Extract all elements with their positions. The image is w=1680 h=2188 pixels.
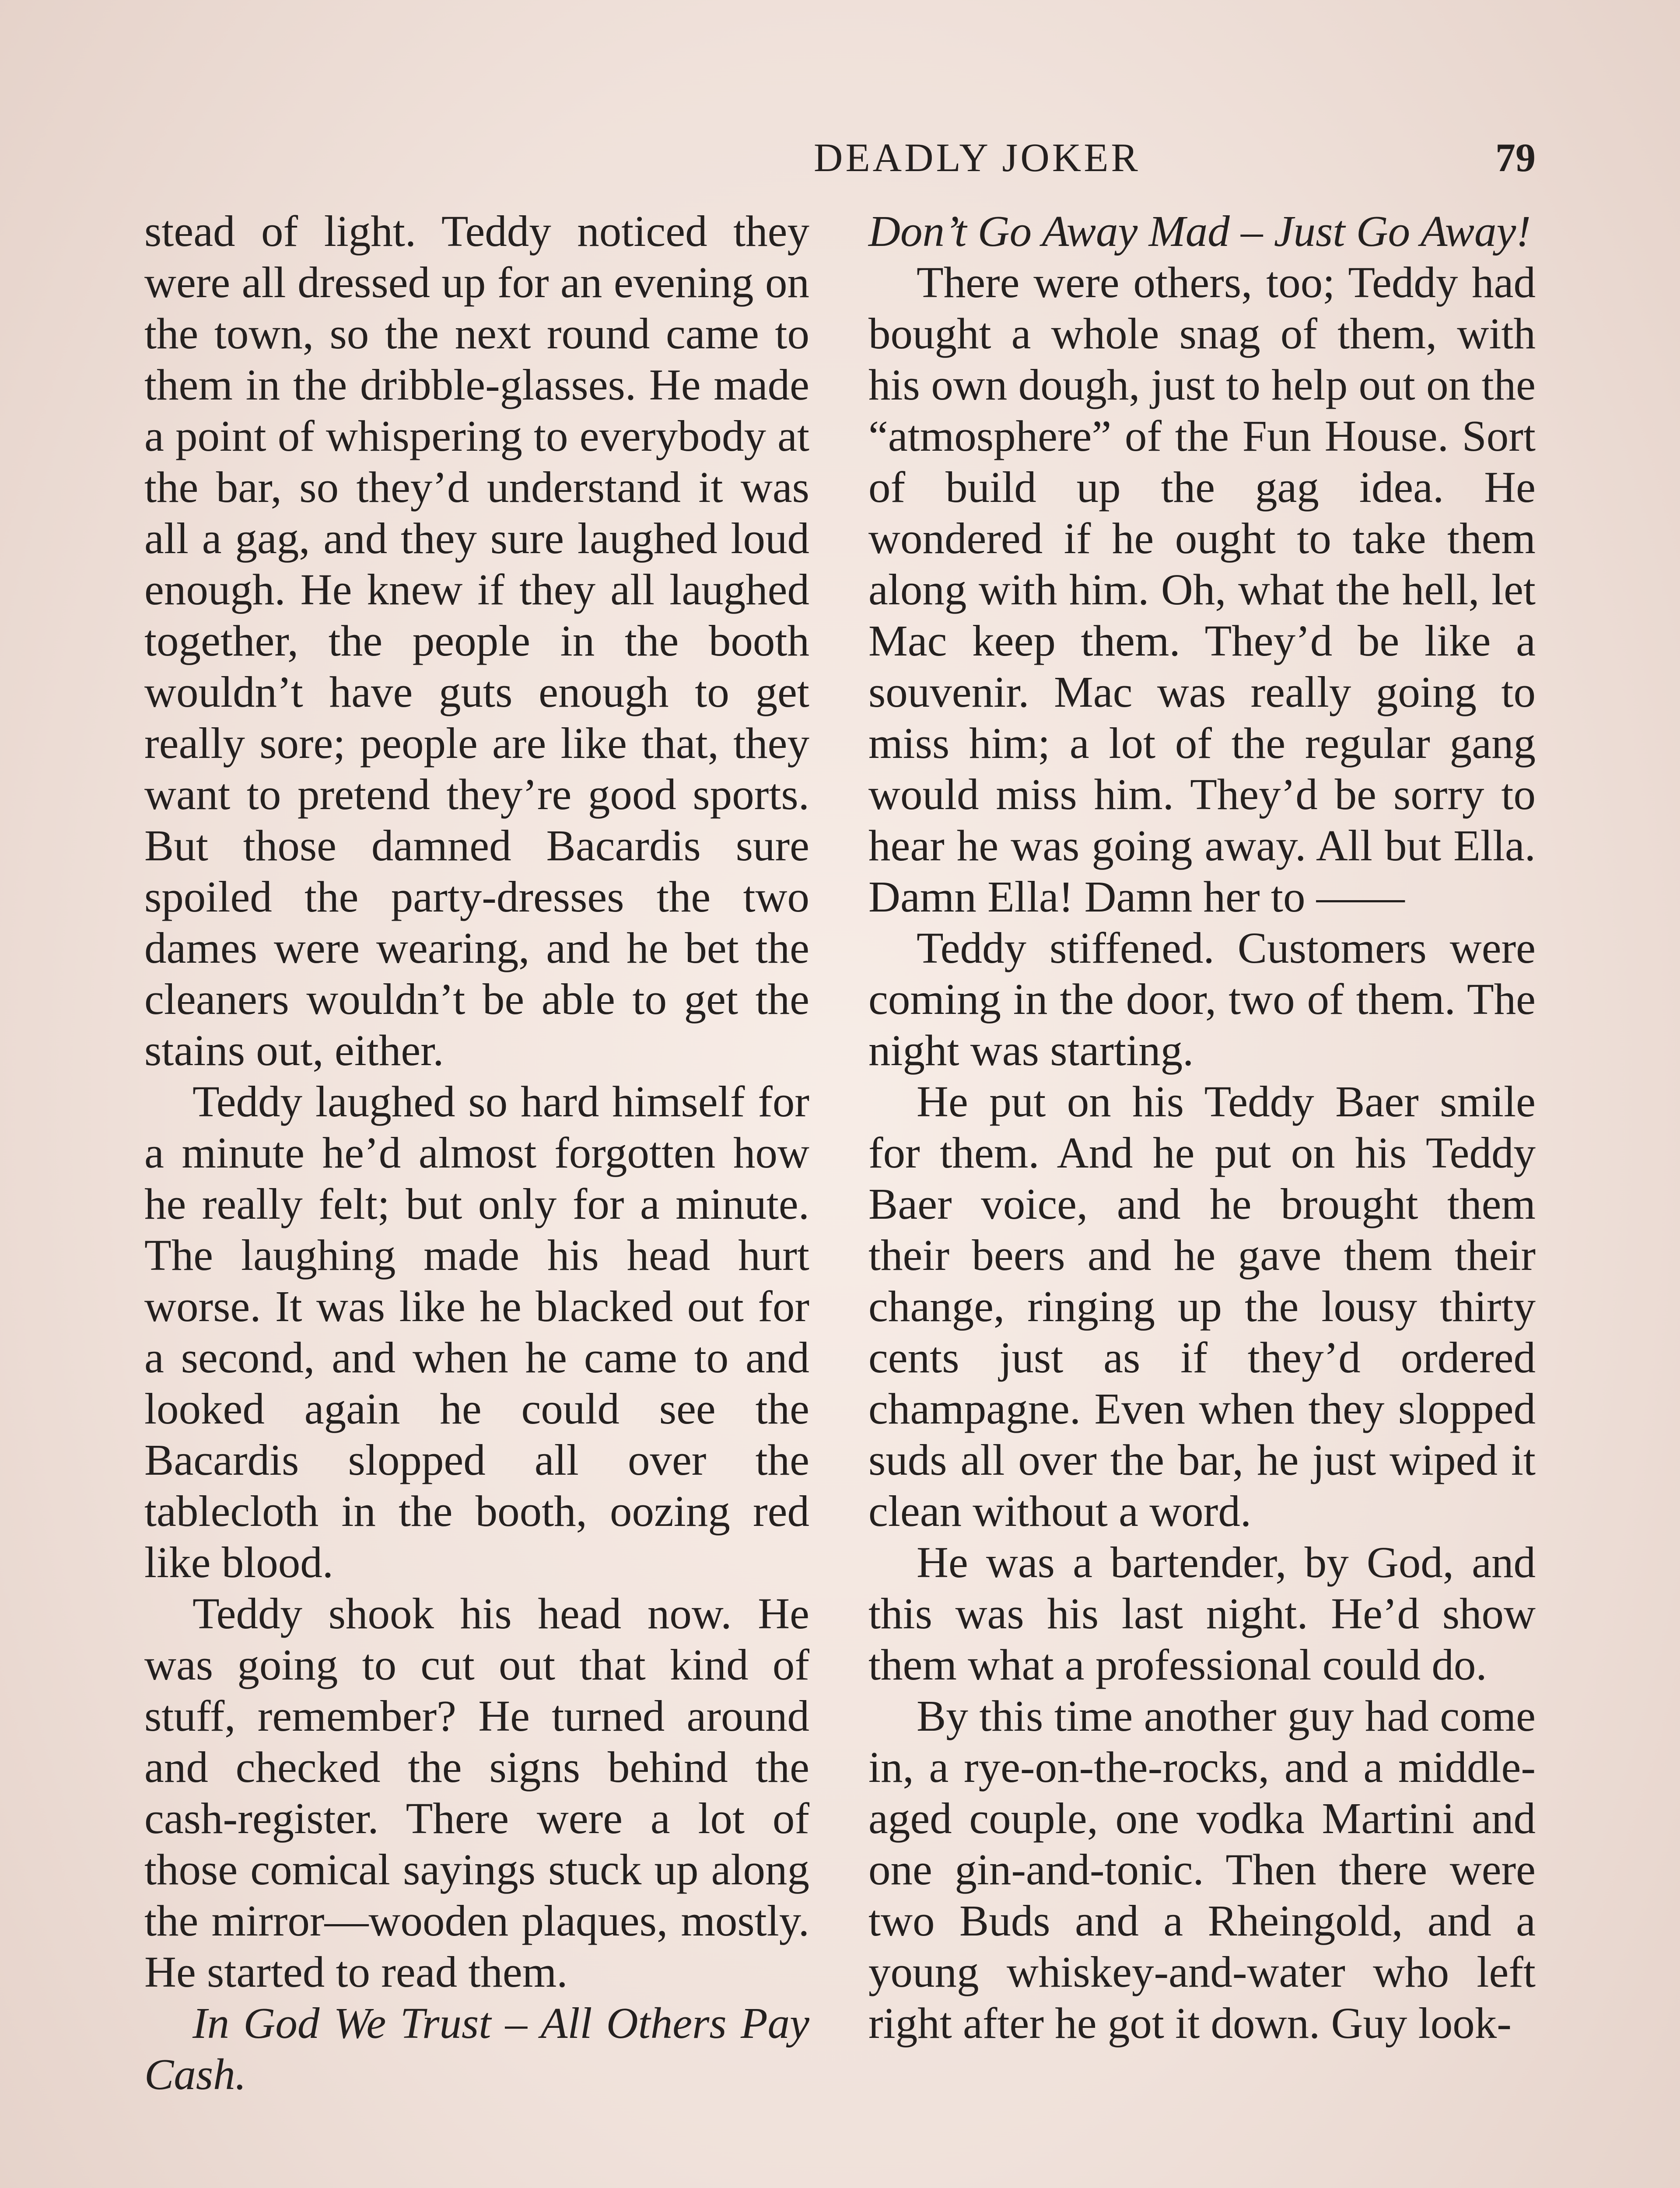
page-header (144, 127, 1536, 188)
paragraph: There were others, too; Teddy had bought a whole snag of them, with his own dough, just to help out on the “atmosphere” of the Fun House. Sort of build up the gag idea. He wondered if he ought to take them along with him. Oh, what the hell, let Mac keep them. They’d be like a souvenir. Mac was really going to miss him; a lot of the regular gang would miss him. They’d be sorry to hear he was going away. All but Ella. Damn Ella! Damn her to —— (868, 258, 1536, 921)
sign-quote: In God We Trust – All Others Pay Cash. (144, 1999, 809, 2099)
paragraph: stead of light. Teddy noticed they were all dressed up for an evening on the town, so the next round came to them in the dribble-glasses. He made a point of whispering to everybody at the bar, so they’d understand it was all a gag, and they sure laughed loud enough. He knew if they all laughed together, the people in the booth wouldn’t have guts enough to get really sore; people are like that, they want to pretend they’re good sports. But those damned Bacardis sure spoiled the party-dresses the two dames were wearing, and he bet the cleaners wouldn’t be able to get the stains out, either. (144, 207, 809, 1075)
paragraph: He was a bartender, by God, and this was his last night. He’d show them what a professional could do. (868, 1538, 1536, 1689)
paragraph: Teddy shook his head now. He was going to cut out that kind of stuff, remember? He turned around and checked the signs behind the cash-register. There were a lot of those comical sayings stuck up along the mirror—wooden plaques, mostly. He started to read them. (144, 1589, 809, 1996)
paragraph: Teddy laughed so hard himself for a minute he’d almost forgotten how he really felt; but only for a minute. The laughing made his head hurt worse. It was like he blacked out for a second, and when he came to and looked again he could see the Bacardis slopped all over the tablecloth in the booth, oozing red like blood. (144, 1077, 809, 1587)
right-column (868, 206, 1536, 2049)
left-column (144, 206, 809, 2100)
running-title: DEADLY JOKER (814, 135, 1141, 180)
paragraph: He put on his Teddy Baer smile for them. And he put on his Teddy Baer voice, and he brought them their beers and he gave them their change, ringing up the lousy thirty cents just as if they’d ordered champagne. Even when they slopped suds all over the bar, he just wiped it clean without a word. (868, 1077, 1536, 1536)
paragraph: By this time another guy had come in, a rye-on-the-rocks, and a middle-aged couple, one vodka Martini and one gin-and-tonic. Then there were two Buds and a Rheingold, and a young whiskey-and-water who left right after he got it down. Guy look- (868, 1691, 1536, 2048)
page-number: 79 (1495, 135, 1536, 180)
paragraph: Teddy stiffened. Customers were coming in the door, two of them. The night was starting. (868, 923, 1536, 1075)
sign-quote: Don’t Go Away Mad – Just Go Away! (868, 207, 1531, 256)
